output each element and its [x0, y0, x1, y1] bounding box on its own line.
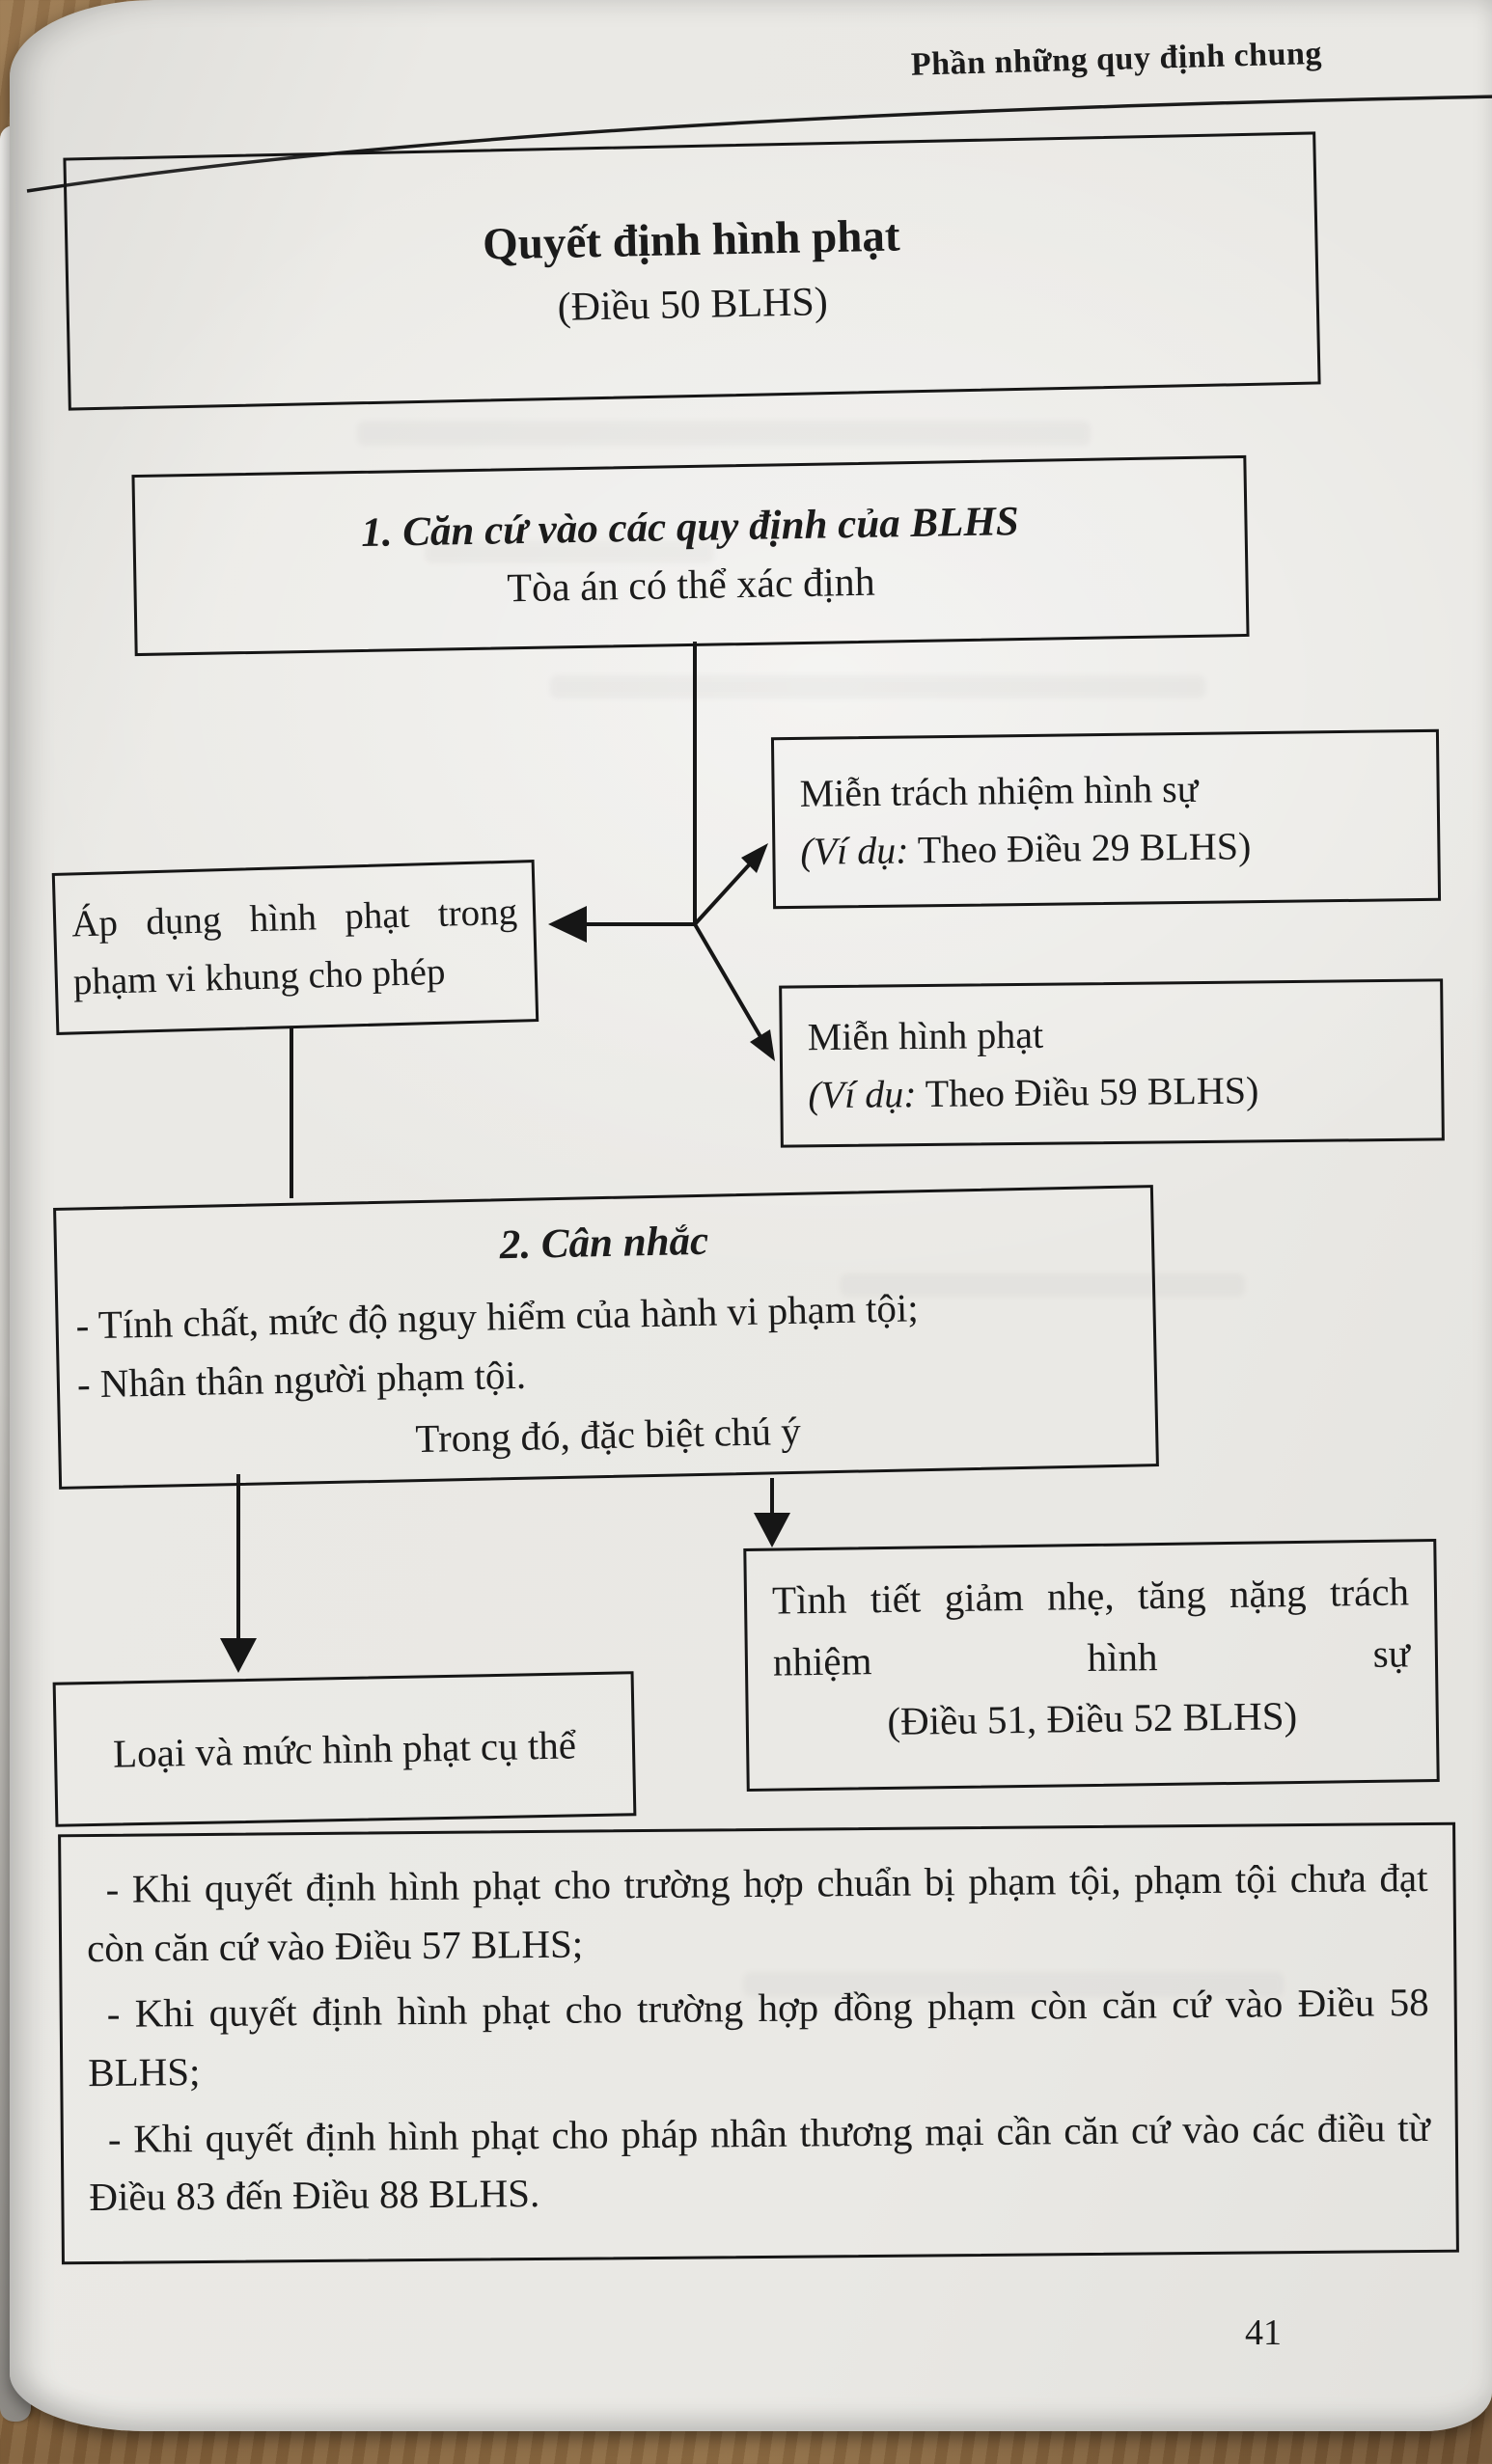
tinh-tiet-line2: (Điều 51, Điều 52 BLHS) — [887, 1693, 1298, 1744]
book-page — [10, 0, 1492, 2431]
example-text: Theo Điều 29 BLHS) — [908, 824, 1252, 872]
title-box — [63, 131, 1320, 410]
note-bullet: - Khi quyết định hình phạt cho trường hợp chuẩn bị phạm tội, phạm tội chưa đạt còn căn cứ vào Điều 57 BLHS; — [86, 1854, 1428, 1970]
diagram-title: Quyết định hình phạt — [482, 210, 900, 270]
tinh-tiet-line1: Tình tiết giảm nhẹ, tăng nặng trách nhiệm hình sự — [771, 1569, 1411, 1684]
arrowhead-down-icon — [754, 1513, 790, 1547]
step2-box — [53, 1185, 1159, 1490]
step2-note: Trong đó, đặc biệt chú ý — [414, 1408, 802, 1461]
step1-body: Tòa án có thể xác định — [506, 560, 876, 611]
example-label: (Ví dụ: — [808, 1072, 917, 1117]
ink-bleed-artifact — [357, 421, 1091, 446]
mien-trach-line1: Miễn trách nhiệm hình sự — [799, 766, 1199, 815]
page-number: 41 — [1245, 2313, 1282, 2353]
arrowhead-downright-icon — [750, 1029, 775, 1061]
example-text: Theo Điều 59 BLHS) — [916, 1068, 1259, 1116]
connector-to-mientrach — [695, 859, 755, 924]
running-header: Phần những quy định chung — [910, 35, 1323, 83]
arrowhead-upright-icon — [741, 843, 768, 873]
connector-to-mienhinh — [695, 924, 762, 1040]
mien-hinh-phat-box — [779, 978, 1445, 1147]
loai-muc-text: Loại và mức hình phạt cụ thể — [112, 1722, 577, 1776]
step1-box — [131, 455, 1249, 656]
note-bullet: - Khi quyết định hình phạt cho pháp nhân thương mại cần căn cứ vào các điều từ Điều 83 đến Điều 88 BLHS. — [89, 2104, 1430, 2220]
step2-bullet1: - Tính chất, mức độ nguy hiểm của hành vi phạm tội; — [75, 1284, 920, 1347]
ink-bleed-artifact — [550, 675, 1206, 698]
example-label: (Ví dụ: — [800, 828, 909, 873]
mien-trach-example — [800, 815, 1428, 881]
arrowhead-left-icon — [548, 906, 587, 943]
mien-trach-nhiem-box — [771, 729, 1441, 909]
diagram-subtitle: (Điều 50 BLHS) — [557, 280, 829, 330]
step2-bullet2: - Nhân thân người phạm tội. — [76, 1352, 527, 1407]
loai-muc-box — [53, 1671, 637, 1827]
arrowhead-down-icon — [220, 1638, 257, 1673]
note-bullet: - Khi quyết định hình phạt cho trường hợp đồng phạm còn căn cứ vào Điều 58 BLHS; — [88, 1980, 1429, 2095]
step1-heading: 1. Căn cứ vào các quy định của BLHS — [360, 498, 1020, 556]
mien-hinh-example — [808, 1060, 1432, 1125]
notes-box — [58, 1822, 1459, 2265]
ap-dung-text: Áp dụng hình phạt trong phạm vi khung cho phép — [70, 890, 518, 1003]
mien-hinh-line1: Miễn hình phạt — [807, 1012, 1044, 1059]
step2-heading: 2. Cân nhắc — [499, 1218, 709, 1269]
tinh-tiet-box — [743, 1539, 1439, 1792]
ap-dung-box — [52, 860, 539, 1035]
